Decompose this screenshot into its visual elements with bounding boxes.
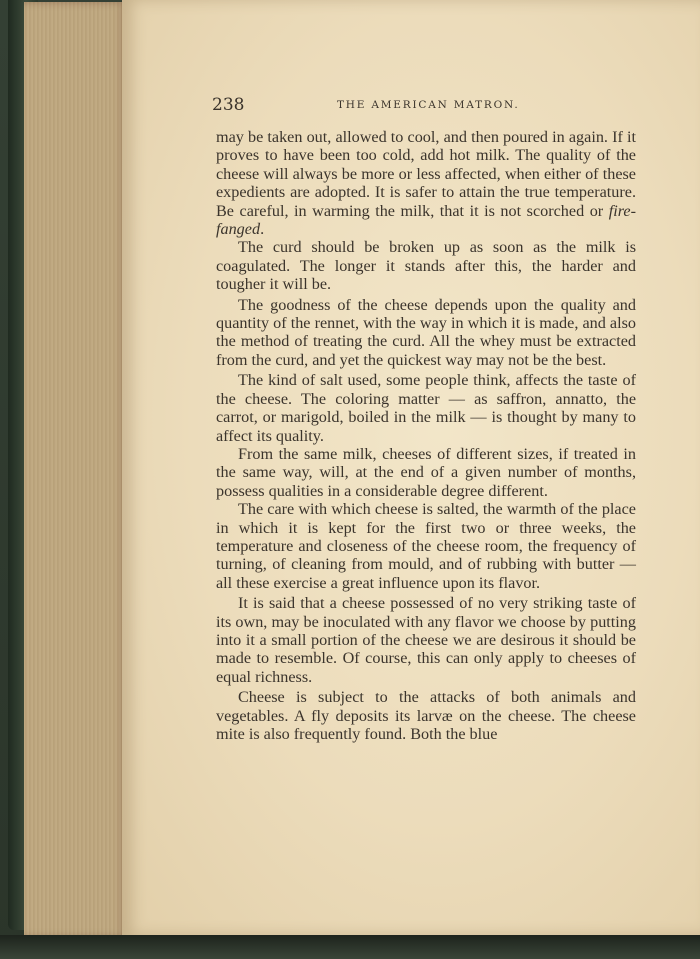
paragraph: Cheese is subject to the attacks of both animals and vegetables. A fly deposits its larvæ on the cheese. The cheese mite is also frequently found. Both the blue [216, 688, 636, 743]
paragraph: It is said that a cheese possessed of no very striking taste of its own, may be inoculated with any flavor we choose by putting into it a small portion of the cheese we are desirous it should be made to resemble. Of course, this can only apply to cheeses of equal richness. [216, 594, 636, 686]
paragraph [216, 128, 636, 238]
table-surface [0, 935, 700, 959]
page-edges [24, 2, 128, 937]
body-text [216, 128, 636, 743]
paragraph: The kind of salt used, some people think, affects the taste of the cheese. The coloring matter — as saffron, annatto, the carrot, or marigold, boiled in the milk — is thought by many to affect its quality. [216, 371, 636, 445]
italic-term: fire-fanged [216, 201, 636, 239]
paragraph-text: may be taken out, allowed to cool, and then poured in again. If it proves to have been too cold, add hot milk. The quality of the cheese will always be more or less affected, when either of these expedients are adopted. It is safer to attain the true temperature. Be careful, in warming the milk, that it is not scorched or [216, 128, 636, 220]
paragraph: The goodness of the cheese depends upon the quality and quantity of the rennet, with the way in which it is made, and also the method of treating the curd. All the whey must be extracted from the curd, and yet the quickest way may not be the best. [216, 295, 636, 369]
paragraph: From the same milk, cheeses of different sizes, if treated in the same way, will, at the end of a given number of months, possess qualities in a considerable degree different. [216, 444, 636, 500]
running-head [212, 95, 662, 117]
paragraph: The care with which cheese is salted, the warmth of the place in which it is kept for the first two or three weeks, the temperature and closeness of the cheese room, the frequency of turning, of cleaning from mould, and of rubbing with butter — all these exercise a great influence upon its flavor. [216, 500, 636, 592]
book-page [122, 0, 700, 935]
paragraph: The curd should be broken up as soon as the milk is coagulated. The longer it stands after this, the harder and tougher it will be. [216, 238, 636, 294]
paragraph-text-end: . [260, 220, 265, 239]
page-number: 238 [212, 95, 245, 115]
book-title: THE AMERICAN MATRON. [337, 99, 520, 111]
